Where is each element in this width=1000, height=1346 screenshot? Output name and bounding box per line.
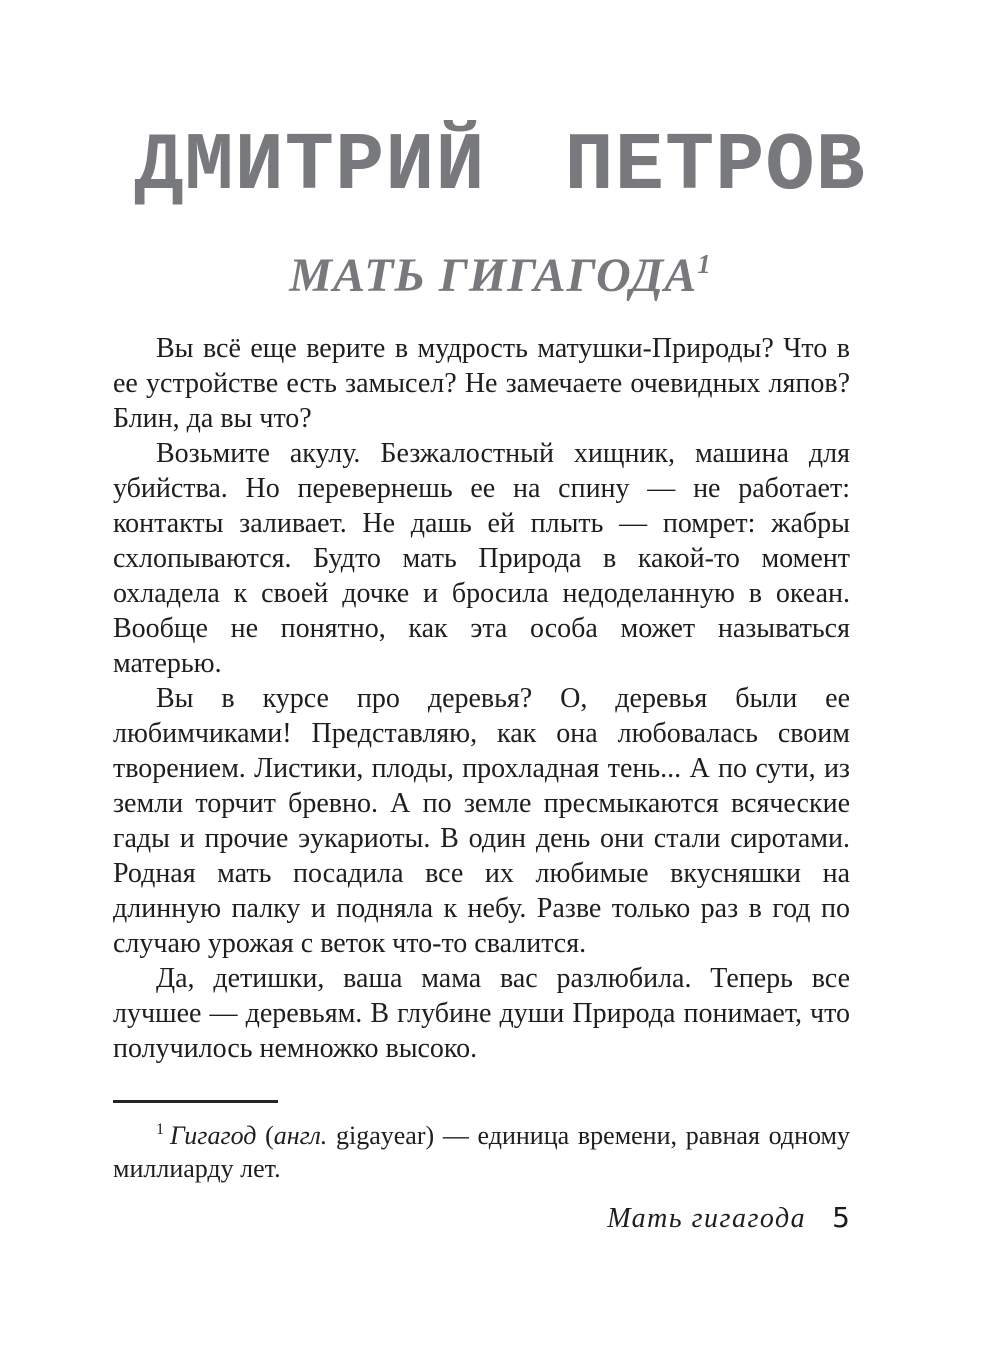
running-title: Мать гигагода	[607, 1203, 807, 1234]
page-footer	[607, 1201, 850, 1235]
story-title-text: МАТЬ ГИГАГОДА	[289, 249, 698, 302]
author-title: ДМИТРИЙ ПЕТРОВ	[134, 120, 866, 213]
footnote-lang-label: англ.	[273, 1121, 328, 1150]
footnote	[113, 1100, 850, 1185]
footnote-term: Гигагод	[170, 1121, 257, 1150]
paragraph: Вы всё еще верите в мудрость матушки-Природы? Что в ее устройстве есть замысел? Не замечаете очевидных ляпов? Блин, да вы что?	[113, 333, 850, 434]
footnote-tail: gigayear) — единица времени, равная одному миллиарду лет.	[113, 1121, 850, 1183]
story-title	[0, 236, 1000, 304]
footnote-text	[113, 1113, 850, 1185]
paragraph: Да, детишки, ваша мама вас разлюбила. Теперь все лучшее — деревьям. В глубине души Природа понимает, что получилось немножко высоко.	[113, 963, 850, 1064]
footnote-marker: 1	[156, 1121, 164, 1138]
paragraph: Вы в курсе про деревья? О, деревья были ее любимчиками! Представляю, как она любовалась своим творением. Листики, плоды, прохладная тень... А по сути, из земли торчит бревно. А по земле пресмыкаются всяческие гады и прочие эукариоты. В один день они стали сиротами. Родная мать посадила все их любимые вкусняшки на длинную палку и подняла к небу. Разве только раз в год по случаю урожая с веток что-то свалится.	[113, 683, 850, 959]
page-number: 5	[832, 1201, 850, 1234]
body-text	[113, 331, 850, 1066]
footnote-middle: (	[256, 1121, 274, 1150]
paragraph: Возьмите акулу. Безжалостный хищник, машина для убийства. Но перевернешь ее на спину — не работает: контакты заливает. Не дашь ей плыть — помрет: жабры схлопываются. Будто мать Природа в какой-то момент охладела к своей дочке и бросила недоделанную в океан. Вообще не понятно, как эта особа может называться матерью.	[113, 438, 850, 679]
story-title-footnote-ref: 1	[697, 249, 711, 279]
footnote-divider	[113, 1100, 278, 1103]
